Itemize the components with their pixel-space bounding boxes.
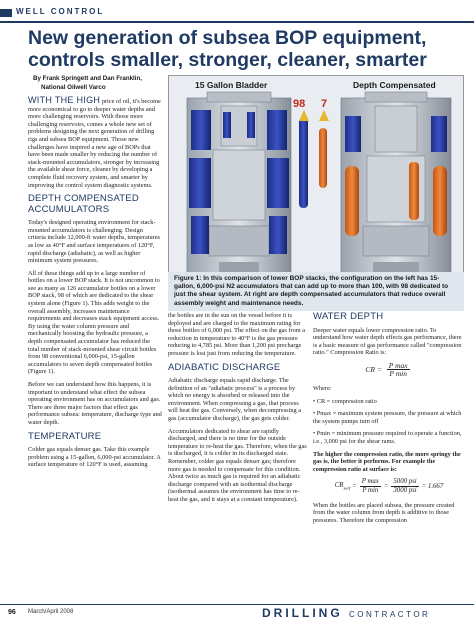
formula-fraction bbox=[387, 362, 410, 378]
formula2-numerator-1: P max bbox=[361, 478, 379, 486]
temperature-paragraph-2: the bottles are in the sun on the vessel before it is deployed and are charged to the maximum rating for those bottles of 6,000 psi. The effect on the gas from a reduction in temperature to 40°F is the gas pressure reducing to 4,785 psi. More than 1,200 psi precharge pressure is lost just from reducing the temperature. bbox=[168, 312, 306, 357]
surface-compression-formula bbox=[313, 478, 465, 494]
definition-pmax: • Pmax = maximum system pressure, the pressure at which the system pumps turn off bbox=[313, 410, 462, 425]
section-marker bbox=[0, 9, 12, 17]
equals-sign: = bbox=[374, 365, 384, 375]
water-depth-heading: WATER DEPTH bbox=[313, 311, 384, 322]
figure-right-title: Depth Compensated bbox=[353, 80, 436, 90]
adiabatic-section-heading: ADIABATIC DISCHARGE bbox=[168, 361, 281, 373]
intro-paragraph bbox=[28, 97, 162, 189]
column-right bbox=[313, 312, 465, 529]
definition-pmin: • Pmin = minimum pressure required to operate a function, i.e., 3,000 psi for the shear rams. bbox=[313, 430, 462, 446]
magazine-name-b: CONTRACTOR bbox=[349, 610, 431, 619]
intro-lead: WITH THE HIGH bbox=[28, 95, 101, 105]
water-depth-paragraph-2: The higher the compression ratio, the more springy the gas is, the better it performs. For example the compression ratio at surface is: bbox=[313, 450, 461, 473]
formula-numerator: P max bbox=[388, 360, 408, 370]
byline-authors: By Frank Springett and Dan Franklin, bbox=[33, 75, 142, 82]
depth-section-heading: DEPTH COMPENSATED ACCUMULATORS bbox=[28, 193, 139, 215]
figure-caption: Figure 1: In this comparison of lower BOP stacks, the configuration on the left has 15-gallon, 6,000-psi N2 accumulators that can add up to more than 100, with 98 dedicated to just the shear system. At right are depth compensated accumulators that reduce overall assembly weight and maintenance needs. bbox=[168, 272, 464, 311]
arrow-up-icon bbox=[319, 110, 329, 121]
section-label: WELL CONTROL bbox=[16, 7, 105, 16]
formula-lhs: CR bbox=[365, 365, 375, 375]
byline-affiliation: National Oilwell Varco bbox=[41, 83, 106, 91]
article-headline: New generation of subsea BOP equipment, controls smaller, stronger, cleaner, smarter bbox=[28, 27, 427, 71]
adiabatic-paragraph-1: Adiabatic discharge equals rapid discharge. The definition of an "adiabatic process" is a process by which no energy is absorbed or released into the environment. When compressing a gas, that process will heat the gas. Conversely, when decompressing a gas (accumulator discharge), the gas gets colder. bbox=[168, 377, 302, 423]
formula2-sub: surf bbox=[343, 484, 351, 490]
formula2-fraction-1 bbox=[360, 478, 381, 494]
depth-paragraph-1: Today's designed operating environment for stack-mounted accumulators is challenging. Design criteria include 12,000-ft water depths, temperatures as low as 40°F and surface temperatures of 120°F, rapid discharge (adiabatic), as well as higher minimum system pressures. bbox=[28, 219, 161, 265]
issue-date: March/April 2008 bbox=[28, 609, 74, 615]
column-left bbox=[28, 97, 162, 474]
arrow-up-icon bbox=[299, 110, 309, 121]
temperature-paragraph-1: Colder gas equals denser gas. Take this example problem using a 15-gallon, 6,000-psi accumulator. A surface temperature of 120°F is used, assuming bbox=[28, 446, 161, 469]
depth-paragraph-3: Before we can understand how this happens, it is important to understand what effect the subsea operating environment has on accumulators and gas. There are three major factors that effect gas performance subsea: temperature, discharge type and water depth. bbox=[28, 381, 162, 426]
left-bop-stack bbox=[187, 92, 291, 274]
formula2-result: = 1.667 bbox=[421, 482, 444, 490]
formula-denominator: P min bbox=[389, 369, 407, 379]
adiabatic-paragraph-2: Accumulators dedicated to shear are rapidly discharged, and there is no time for the outside temperature to re-heat the gas. Therefore, when the gas is discharged, it is colder in its discharged state. Remember, colder gas equals denser gas; therefore more gas is needed to compensate for this condition. About twice as much gas is required for an adiabatic discharge compared with an isothermal discharge (isothermal assumes the environment has time to re-heat the gas, and it stays at a constant temperature). bbox=[168, 427, 307, 503]
where-label: Where: bbox=[313, 385, 332, 393]
depth-paragraph-2: All of these things add up to a large number of bottles on a lower BOP stack. It is not uncommon to see as many as 126 accumulator bottles on a lower BOP stack, 98 of which are dedicated to the shear system alone (Figure 1). This adds weight to the overall assembly, increases maintenance requirements and decreases stack equipment access. By using the water column pressure and mechanically boosting the hydraulic pressure, a depth compensated accumulator has reduced the total number of stack-mounted shear circuit bottles from 98 conventional 6,000-psi, 15-gallon accumulators to seven depth compensated bottles (Figure 1). bbox=[28, 269, 160, 376]
water-depth-paragraph-3: When the bottles are placed subsea, the pressure created from the water column from depth is additive to those pressures. Therefore the compression bbox=[313, 501, 455, 524]
intro-body: price of oil, it's become more economical to go to deeper water depths and more challenging reservoirs. With those more challenging reservoirs, comes a whole new set of problems designing the next generation of drilling rigs and subsea BOP equipment. Those new challenges have inspired a new age of BOPs that have been made smaller by reducing the number of stack-mounted accumulators, stronger by increasing the available shear force, cleaner by developing a complete fluid recovery system, and smarter by improving the control system diagnostic systems. bbox=[28, 98, 161, 189]
water-depth-paragraph-1: Deeper water equals lower compression ratio. To understand how water depth effects gas performance, there is a basic measure of gas performance called "compression ratio." Compression Ratio is: bbox=[313, 326, 462, 357]
right-bop-stack bbox=[341, 92, 451, 274]
footer-rule bbox=[0, 604, 474, 605]
formula2-denominator-2: 3000 psi bbox=[393, 487, 417, 494]
definition-cr: • CR = compression ratio bbox=[313, 397, 377, 405]
byline bbox=[33, 75, 168, 92]
header-rule bbox=[0, 21, 474, 23]
magazine-name-a: DRILLING bbox=[262, 606, 343, 620]
compression-ratio-formula bbox=[313, 362, 465, 378]
figure-count-left: 98 bbox=[293, 98, 306, 110]
column-middle bbox=[168, 312, 308, 509]
magazine-name bbox=[262, 606, 430, 620]
temperature-section-heading: TEMPERATURE bbox=[28, 430, 102, 442]
equals-sign: = bbox=[350, 482, 357, 490]
formula2-denominator-1: P min bbox=[362, 487, 379, 494]
figure-left-title: 15 Gallon Bladder bbox=[195, 80, 268, 90]
equals-sign: = bbox=[383, 482, 389, 490]
figure-count-right: 7 bbox=[321, 98, 328, 110]
formula2-numerator-2: 5000 psi bbox=[393, 478, 417, 486]
formula2-fraction-2 bbox=[391, 478, 418, 494]
page-number: 96 bbox=[8, 609, 16, 616]
formula2-lhs: $CR_{surf}$ bbox=[334, 481, 351, 490]
